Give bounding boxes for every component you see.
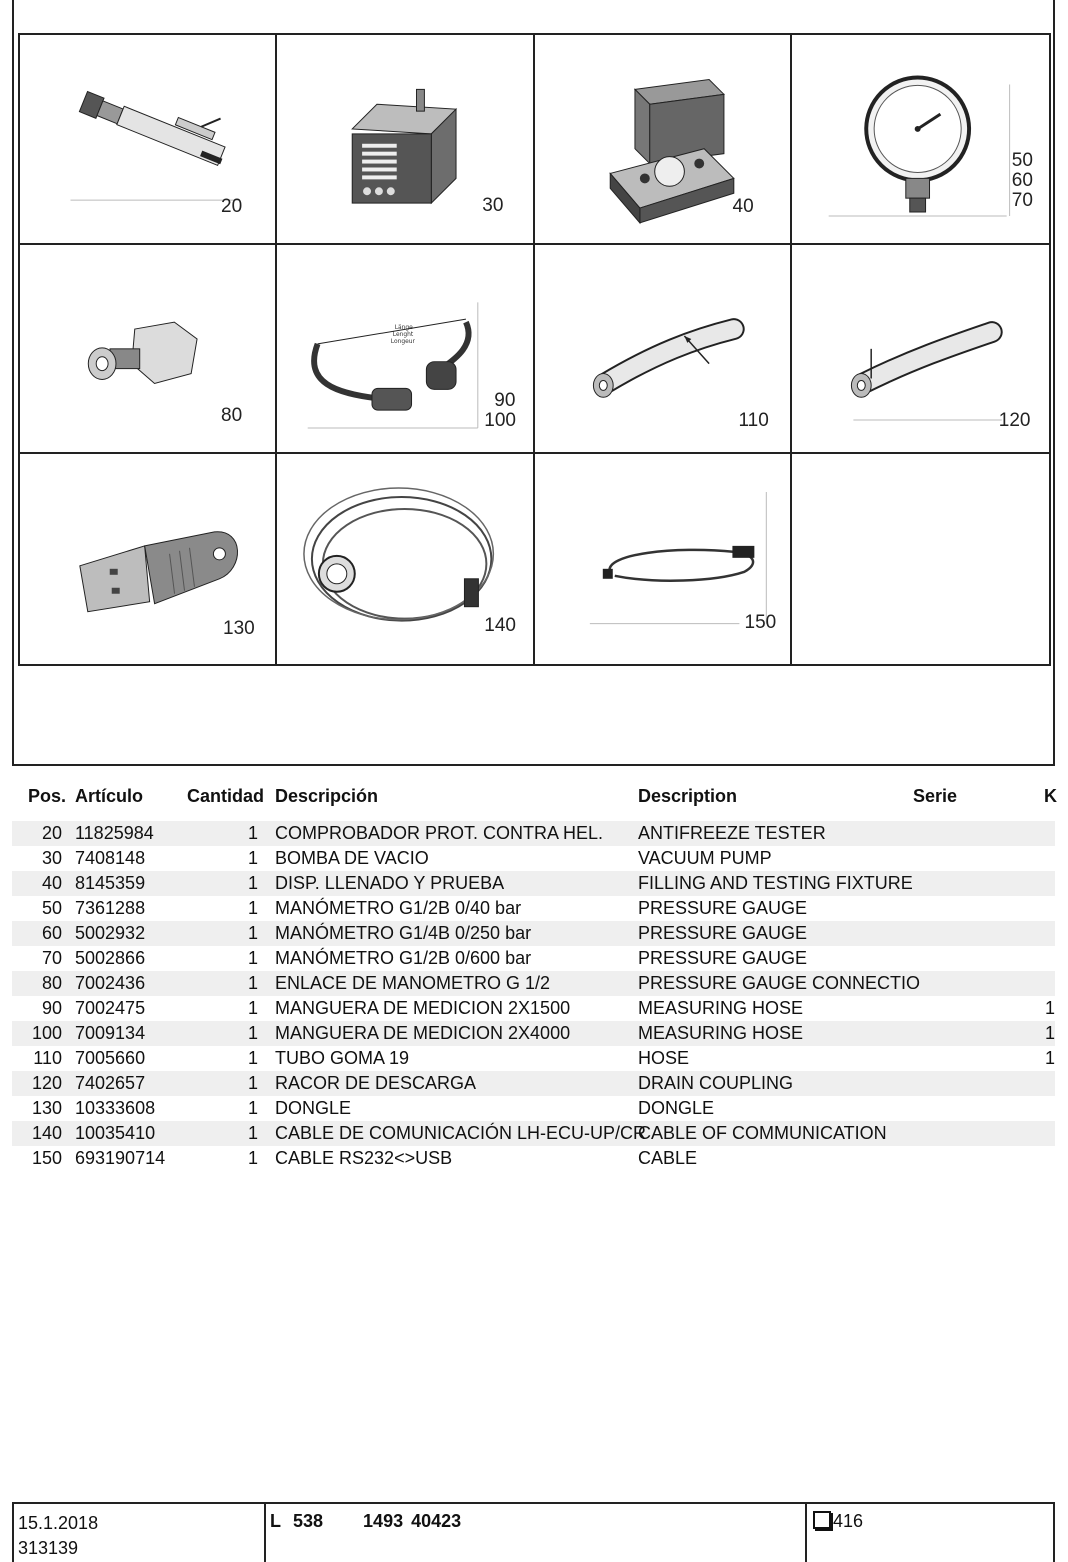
header-k: K (1044, 786, 1057, 806)
cell-description-es: BOMBA DE VACIO (275, 848, 429, 868)
cell-article: 7408148 (75, 848, 146, 868)
cell-quantity: 1 (247, 898, 258, 918)
footer-page-number: 416 (833, 1511, 864, 1531)
cell-quantity: 1 (247, 1048, 258, 1068)
position-label: 140 (484, 615, 516, 637)
cell-pos: 130 (31, 1098, 62, 1118)
cell-pos: 140 (31, 1123, 62, 1143)
cell-description-en: MEASURING HOSE (638, 1023, 804, 1043)
cell-description-es: ENLACE DE MANOMETRO G 1/2 (275, 973, 551, 993)
cell-article: 7361288 (75, 898, 146, 918)
cell-article: 5002932 (75, 923, 146, 943)
table-row (12, 871, 1055, 896)
cell-pos: 30 (41, 848, 62, 868)
cell-article: 7402657 (75, 1073, 146, 1093)
cell-k: 1 (1044, 1048, 1055, 1068)
table-row (12, 1121, 1055, 1146)
hose-length-label: Longeur (391, 337, 416, 345)
header-pos: Pos. (28, 786, 67, 806)
cell-description-es: TUBO GOMA 19 (275, 1048, 410, 1068)
cell-pos: 110 (33, 1048, 62, 1068)
cell-pos: 50 (41, 898, 62, 918)
position-label: 20 (221, 196, 243, 217)
cell-article: 7009134 (75, 1023, 146, 1043)
cell-description-en: MEASURING HOSE (638, 998, 804, 1018)
pressure-gauge-illustration (792, 35, 1049, 243)
cell-article: 7002436 (75, 973, 146, 993)
cell-description-es: COMPROBADOR PROT. CONTRA HEL. (275, 823, 604, 843)
cell-description-es: RACOR DE DESCARGA (275, 1073, 477, 1093)
cell-description-en: VACUUM PUMP (638, 848, 772, 868)
footer-code-l: L (270, 1511, 281, 1531)
cell-pos: 60 (41, 923, 62, 943)
cell-description-es: DISP. LLENADO Y PRUEBA (275, 873, 505, 893)
footer-code-40423: 40423 (411, 1511, 462, 1531)
cell-article: 7002475 (75, 998, 146, 1018)
header-description-es: Descripción (275, 786, 379, 806)
figure-cell-30 (277, 35, 534, 245)
cell-article: 693190714 (75, 1148, 166, 1168)
table-row (12, 921, 1055, 946)
cell-description-es: MANGUERA DE MEDICION 2X1500 (275, 998, 571, 1018)
cell-description-en: CABLE (638, 1148, 698, 1168)
cell-quantity: 1 (247, 1148, 258, 1168)
cell-pos: 40 (41, 873, 62, 893)
cell-article: 11825984 (75, 823, 154, 843)
cell-description-en: PRESSURE GAUGE (638, 948, 808, 968)
cell-description-en: DONGLE (638, 1098, 715, 1118)
cell-description-es: MANÓMETRO G1/2B 0/600 bar (275, 948, 532, 968)
figure-cell-80 (20, 245, 277, 455)
cell-description-es: MANÓMETRO G1/4B 0/250 bar (275, 923, 532, 943)
cell-article: 5002866 (75, 948, 146, 968)
cell-description-en: CABLE OF COMMUNICATION (638, 1123, 887, 1143)
cell-quantity: 1 (247, 873, 258, 893)
cell-description-es: DONGLE (275, 1098, 352, 1118)
cell-pos: 70 (41, 948, 62, 968)
cell-description-en: PRESSURE GAUGE (638, 898, 808, 918)
cell-description-es: MANGUERA DE MEDICION 2X4000 (275, 1023, 571, 1043)
parts-illustration-grid (18, 33, 1051, 666)
cell-pos: 90 (41, 998, 62, 1018)
cell-article: 7005660 (75, 1048, 146, 1068)
position-label: 90 100 (484, 389, 516, 431)
position-label: 50 60 70 (1011, 150, 1033, 211)
footer-code-538: 538 (293, 1511, 324, 1531)
footer-code-1493: 1493 (363, 1511, 404, 1531)
checkbox-icon (813, 1511, 831, 1529)
header-serie: Serie (913, 786, 958, 806)
hose-length-label: Lenght (393, 330, 414, 338)
position-label: 80 (221, 404, 243, 426)
table-row (12, 1071, 1055, 1096)
cell-description-en: HOSE (638, 1048, 690, 1068)
cell-quantity: 1 (247, 848, 258, 868)
cell-k: 1 (1044, 1023, 1055, 1043)
figure-cell-150 (535, 454, 792, 664)
position-label: 30 (482, 195, 504, 216)
cell-description-es: CABLE DE COMUNICACIÓN LH-ECU-UP/CR (275, 1123, 647, 1143)
figure-cell-50-60-70 (792, 35, 1049, 245)
cell-k: 1 (1044, 998, 1055, 1018)
cell-description-en: PRESSURE GAUGE (638, 923, 808, 943)
cell-quantity: 1 (247, 948, 258, 968)
table-row (12, 1021, 1055, 1046)
cell-description-en: DRAIN COUPLING (638, 1073, 794, 1093)
cell-article: 8145359 (75, 873, 146, 893)
footer-code-block (266, 1504, 807, 1562)
figure-cell-140 (277, 454, 534, 664)
header-quantity: Cantidad (187, 786, 265, 806)
page-footer (12, 1502, 1055, 1562)
header-description-en: Description (638, 786, 738, 806)
hose-length-label: Länge (394, 323, 414, 331)
cell-description-es: MANÓMETRO G1/2B 0/40 bar (275, 898, 522, 918)
position-label: 110 (738, 409, 769, 431)
cell-article: 10333608 (75, 1098, 156, 1118)
figure-cell-40 (535, 35, 792, 245)
cell-quantity: 1 (247, 823, 258, 843)
cell-quantity: 1 (247, 1023, 258, 1043)
footer-date: 15.1.2018 (18, 1513, 99, 1533)
cell-quantity: 1 (247, 973, 258, 993)
cell-pos: 100 (31, 1023, 62, 1043)
footer-date-block (14, 1504, 266, 1562)
cell-pos: 80 (41, 973, 62, 993)
table-row (12, 846, 1055, 871)
position-label: 120 (998, 409, 1031, 431)
cell-description-es: CABLE RS232<>USB (275, 1148, 453, 1168)
cell-pos: 20 (41, 823, 62, 843)
table-row (12, 1046, 1055, 1071)
position-label: 150 (744, 612, 777, 634)
cell-description-en: FILLING AND TESTING FIXTURE (638, 873, 913, 893)
figure-cell-90-100 (277, 245, 534, 455)
cell-pos: 150 (31, 1148, 62, 1168)
cell-quantity: 1 (247, 1123, 258, 1143)
parts-table-header (12, 784, 1057, 810)
table-row (12, 971, 1055, 996)
cell-pos: 120 (31, 1073, 62, 1093)
position-label: 130 (223, 618, 255, 640)
figure-cell-empty (792, 454, 1049, 664)
footer-page-block (807, 1504, 1053, 1562)
position-label: 40 (732, 196, 754, 217)
figure-cell-120 (792, 245, 1049, 455)
cell-quantity: 1 (247, 998, 258, 1018)
cell-quantity: 1 (247, 1073, 258, 1093)
cell-description-en: PRESSURE GAUGE CONNECTIO (638, 973, 921, 993)
table-row (12, 896, 1055, 921)
figure-cell-20 (20, 35, 277, 245)
cell-quantity: 1 (247, 1098, 258, 1118)
table-row (12, 821, 1055, 846)
parts-table-body (12, 821, 1055, 1171)
table-row (12, 1096, 1055, 1121)
figure-cell-130 (20, 454, 277, 664)
footer-doc-id: 313139 (18, 1538, 79, 1558)
cell-article: 10035410 (75, 1123, 156, 1143)
table-row (12, 1146, 1055, 1171)
table-row (12, 946, 1055, 971)
table-row (12, 996, 1055, 1021)
cell-description-en: ANTIFREEZE TESTER (638, 823, 826, 843)
cell-quantity: 1 (247, 923, 258, 943)
header-article: Artículo (75, 786, 144, 806)
figure-cell-110 (535, 245, 792, 455)
